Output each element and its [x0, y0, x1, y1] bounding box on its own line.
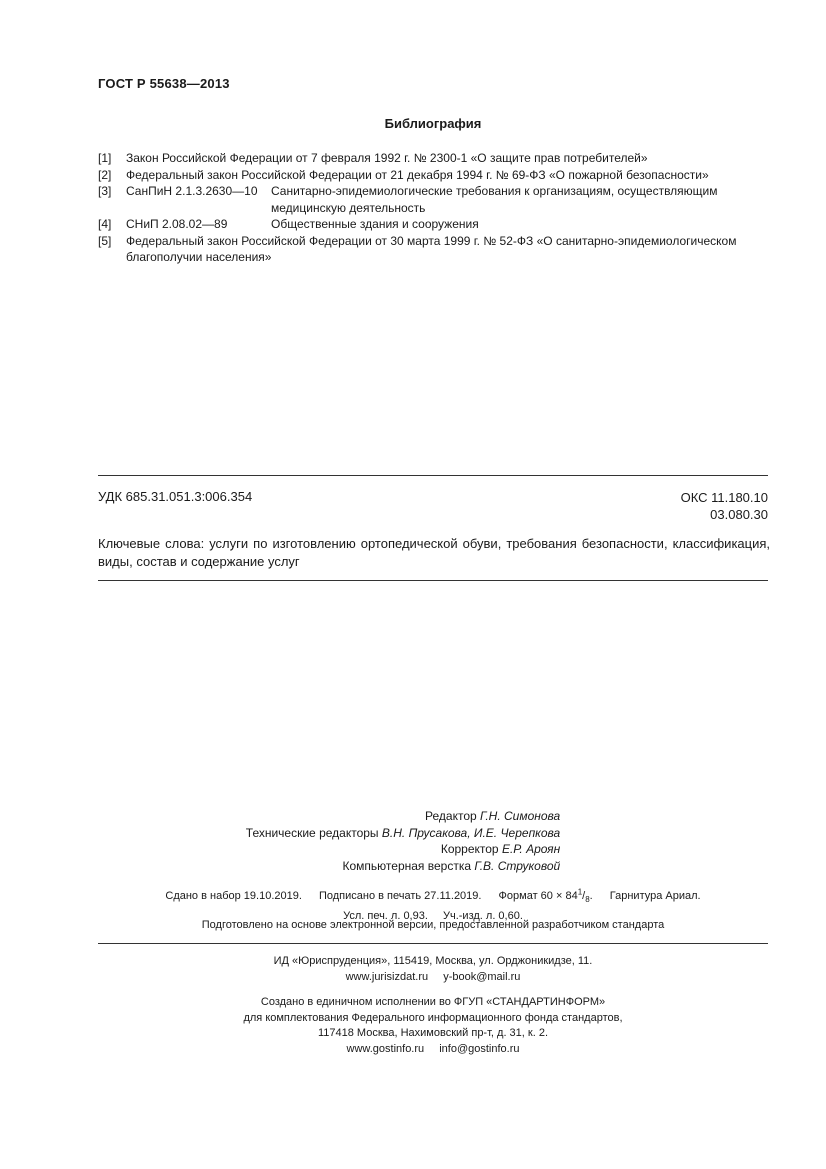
- bibliography-item: [98, 216, 770, 233]
- bibliography-item-number: [5]: [98, 233, 112, 248]
- publisher-contacts: [0, 969, 826, 985]
- editor-name: Г.Н. Симонова: [480, 809, 561, 823]
- creator-line: 117418 Москва, Нахимовский пр-т, д. 31, к. 2.: [317, 1027, 549, 1039]
- bibliography-item-text: Федеральный закон Российской Федерации от 21 декабря 1994 г. № 69-ФЗ «О пожарной безопасности»: [126, 167, 709, 182]
- divider-bottom: [98, 580, 768, 581]
- format-denominator: 8: [585, 894, 590, 904]
- signed-date: Подписано в печать 27.11.2019.: [318, 889, 482, 902]
- publish-sheets: Уч.-изд. л. 0,60.: [442, 909, 523, 922]
- print-info: [0, 884, 826, 924]
- oks-code-line: ОКС 11.180.10: [680, 490, 768, 505]
- corrector-name: Е.Р. Ароян: [501, 842, 561, 856]
- submitted-date: Сдано в набор 19.10.2019.: [165, 889, 302, 902]
- bibliography-item-number: [3]: [98, 184, 112, 198]
- credits-block: [0, 808, 826, 874]
- creator-line: Создано в единичном исполнении во ФГУП «СТАНДАРТИНФОРМ»: [260, 996, 606, 1008]
- keywords: Ключевые слова: услуги по изготовлению ортопедической обуви, требования безопасности, классификация, виды, состав и содержание услуг: [98, 536, 770, 569]
- typeface: Гарнитура Ариал.: [609, 889, 701, 902]
- udk-code: УДК 685.31.051.3:006.354: [98, 489, 253, 504]
- oks-code-line: 03.080.30: [710, 507, 768, 522]
- bibliography-item: [98, 233, 770, 266]
- bibliography-item-number: [4]: [98, 217, 112, 231]
- layout-line: [246, 858, 560, 875]
- creator-website: www.gostinfo.ru: [346, 1042, 425, 1055]
- print-sheets: Усл. печ. л. 0,93.: [343, 909, 428, 922]
- corrector-label: Корректор: [440, 842, 499, 856]
- publisher-email: y-book@mail.ru: [443, 971, 521, 983]
- publisher-block: [0, 953, 826, 985]
- layout-label: Компьютерная верстка: [342, 858, 472, 873]
- bibliography-item: [98, 183, 770, 216]
- publisher-address: ИД «Юриспруденция», 115419, Москва, ул. Орджоникидзе, 11.: [273, 955, 593, 967]
- format-numerator: 1: [577, 887, 583, 896]
- corrector-line: [246, 841, 560, 858]
- bibliography-item: [98, 167, 770, 184]
- tech-editors-label: Технические редакторы: [245, 825, 379, 840]
- bibliography-item-text: Общественные здания и сооружения: [271, 217, 479, 231]
- oks-code: [681, 489, 768, 523]
- paper-format: Формат $60 \times 84^1/_8$.: [498, 887, 593, 904]
- bibliography-item-text: Санитарно-эпидемиологические требования к организациям, осуществляющим медицинскую деятельность: [271, 184, 718, 215]
- bibliography-item-number: [2]: [98, 167, 112, 182]
- bibliography-item: [98, 150, 770, 167]
- print-info-line: [0, 884, 826, 908]
- divider-footer: [98, 943, 768, 944]
- layout-name: Г.В. Струковой: [474, 858, 561, 873]
- creator-contacts: [0, 1042, 826, 1058]
- bibliography-item-code: СанПиН 2.1.3.2630—10: [126, 184, 258, 198]
- bibliography-item-text: Федеральный закон Российской Федерации от 30 марта 1999 г. № 52-ФЗ «О санитарно-эпидемиологическом благополучии населения»: [126, 233, 737, 264]
- editor-label: Редактор: [425, 809, 477, 823]
- format-prefix: Формат 60 × 84: [498, 889, 578, 902]
- bibliography-item-code: СНиП 2.08.02—89: [126, 217, 228, 231]
- tech-editors-line: [246, 825, 560, 842]
- divider-top: [98, 475, 768, 476]
- bibliography-item-text: Закон Российской Федерации от 7 февраля 1992 г. № 2300-1 «О защите прав потребителей»: [126, 151, 648, 165]
- editor-line: [246, 808, 560, 825]
- creator-email: info@gostinfo.ru: [439, 1042, 520, 1055]
- bibliography-title: Библиография: [384, 116, 482, 131]
- creator-line: для комплектования Федерального информационного фонда стандартов,: [243, 1011, 623, 1024]
- standard-number: ГОСТ Р 55638—2013: [98, 76, 230, 91]
- creator-block: [0, 995, 826, 1057]
- publisher-website: www.jurisizdat.ru: [345, 971, 429, 983]
- bibliography-list: [98, 150, 770, 266]
- tech-editors-name: В.Н. Прусакова, И.Е. Черепкова: [381, 825, 561, 840]
- prepared-note: Подготовлено на основе электронной версии, предоставленной разработчиком стандарта: [201, 919, 665, 931]
- bibliography-item-number: [1]: [98, 151, 112, 165]
